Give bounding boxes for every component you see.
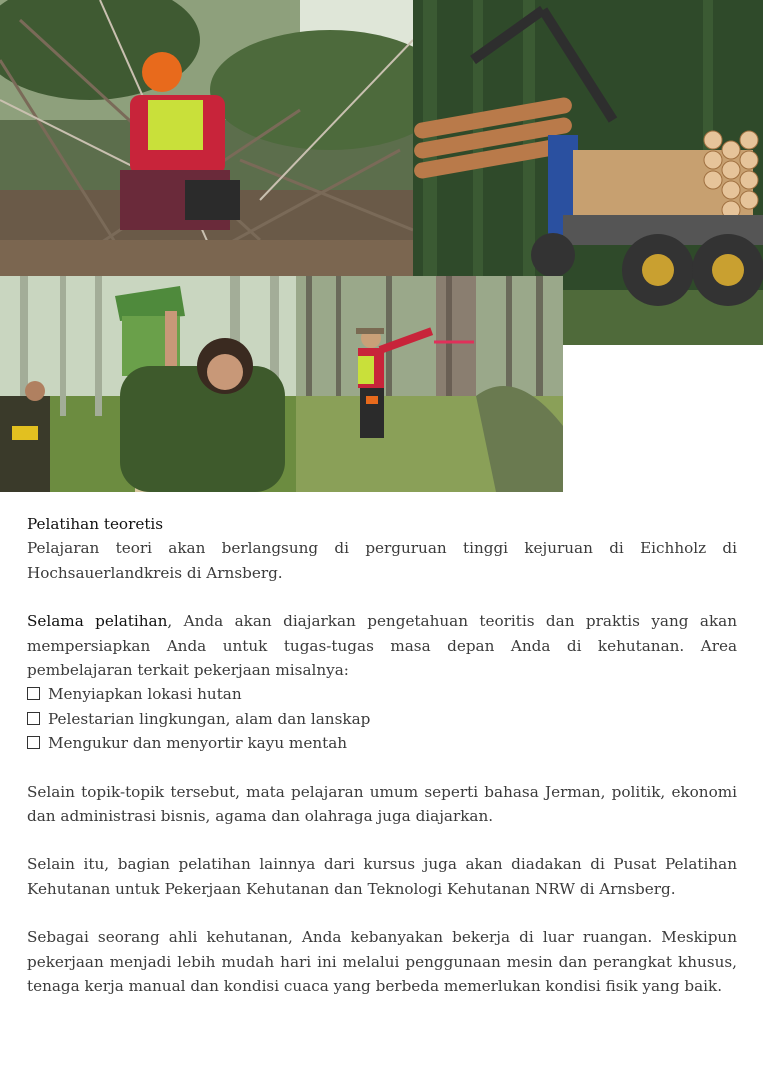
list-item: Mengukur dan menyortir kayu mentah [27,731,737,755]
photo-birdhouse-install [0,276,296,492]
checkbox-icon [27,736,40,749]
topics-paragraph: Selain topik-topik tersebut, mata pelajaran umum seperti bahasa Jerman, politik, ekonomi dan administrasi bisnis, agama dan olahraga juga diajarkan. [27,782,737,826]
learning-areas-list [27,682,737,755]
text-section [27,512,737,999]
outdoor-work-paragraph: Sebagai seorang ahli kehutanan, Anda kebanyakan bekerja di luar ruangan. Meskipun pekerjaan menjadi lebih mudah hari ini melalui penggunaan mesin dan perangkat khusus, tenaga kerja manual dan kondisi cuaca yang berbeda memerlukan kondisi fisik yang baik. [27,928,737,996]
training-rest: , Anda akan diajarkan pengetahuan teoritis dan praktis yang akan mempersiapkan Anda untuk tugas-tugas masa depan Anda di kehutanan. Area pembelajaran terkait pekerjaan misalnya: [27,612,737,680]
list-item: Pelestarian lingkungan, alam dan lanskap [27,707,737,731]
intro-paragraph: Pelajaran teori akan berlangsung di perguruan tinggi kejuruan di Eichholz di Hochsauerlandkreis di Arnsberg. [27,539,737,582]
list-item: Menyiapkan lokasi hutan [27,682,737,706]
photo-tree-marking [296,276,563,492]
training-paragraph [27,609,737,682]
training-center-paragraph: Selain itu, bagian pelatihan lainnya dari kursus juga akan diadakan di Pusat Pelatihan Kehutanan untuk Pekerjaan Kehutanan dan Teknologi Kehutanan NRW di Arnsberg. [27,855,737,898]
training-lead: Selama pelatihan [27,612,168,631]
checkbox-icon [27,712,40,725]
section-heading: Pelatihan teoretis [27,515,164,533]
checkbox-icon [27,687,40,700]
photo-chainsaw-worker [0,0,413,276]
